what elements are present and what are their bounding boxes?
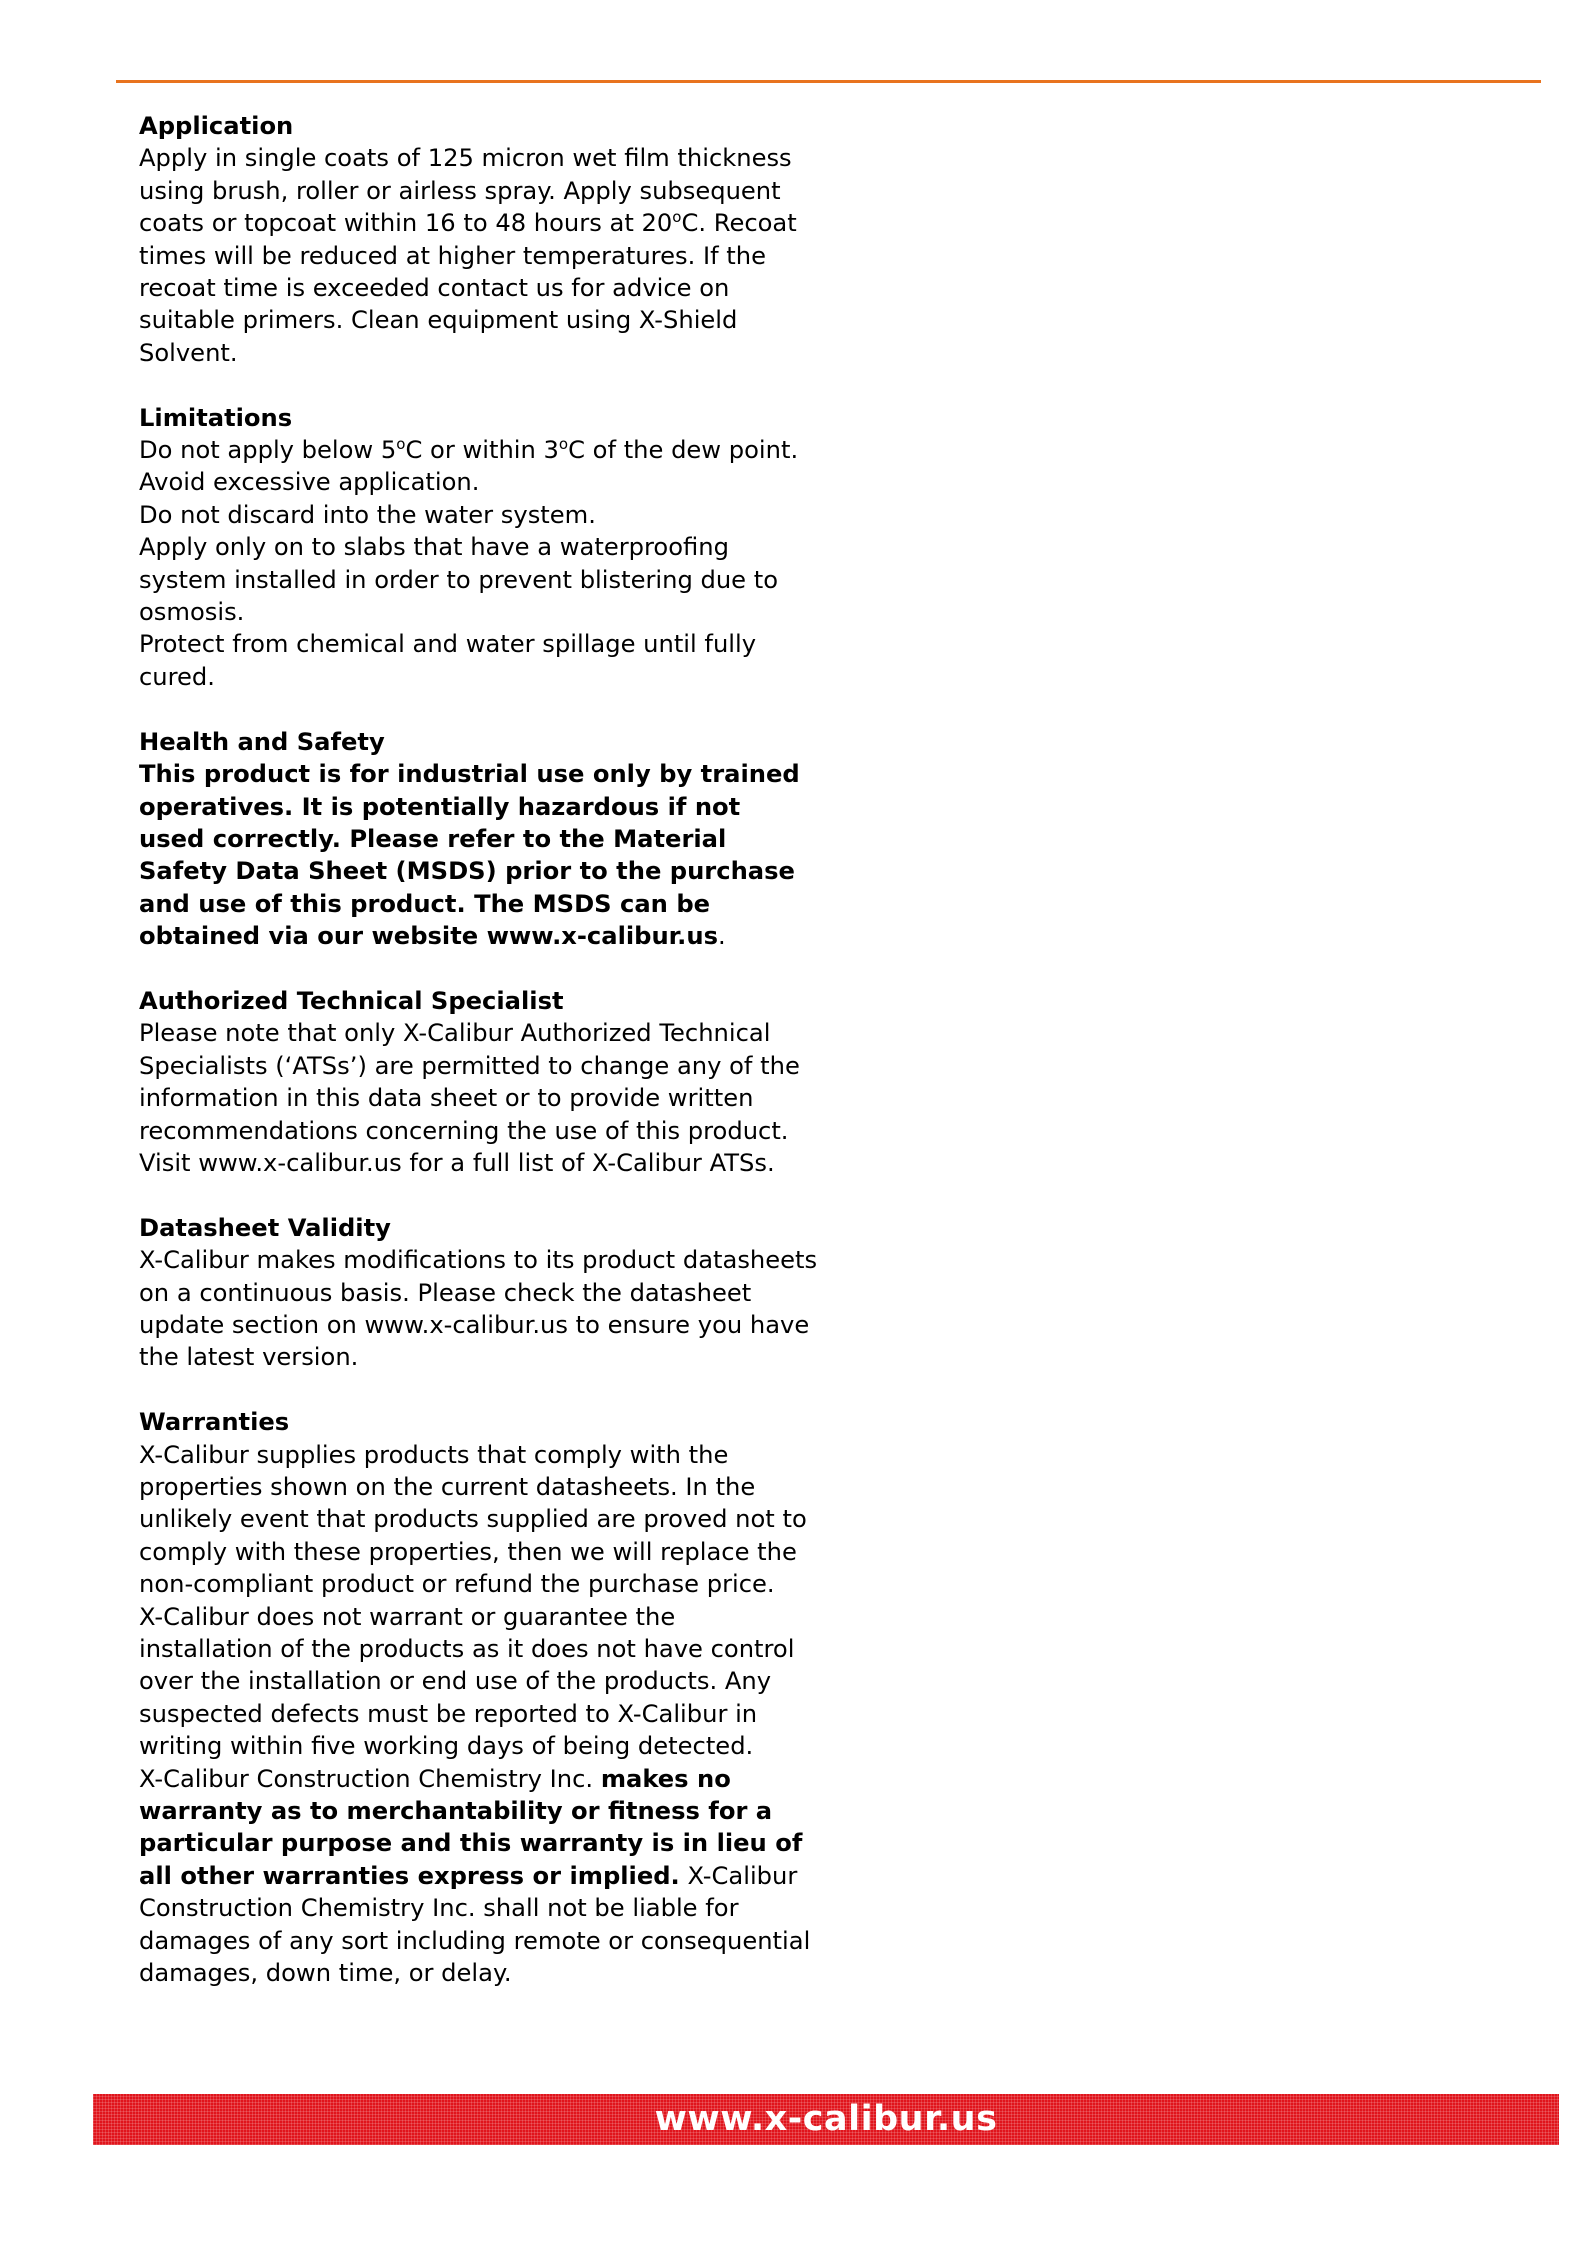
text-line: X-Calibur does not warrant or guarantee the bbox=[139, 1602, 676, 1631]
text-run: C or within 3 bbox=[405, 436, 559, 465]
text-line: Please note that only X-Calibur Authorized Technical bbox=[139, 1019, 771, 1048]
text-line: Construction Chemistry Inc. shall not be liable for bbox=[139, 1894, 739, 1923]
text-line: recommendations concerning the use of this product. bbox=[139, 1116, 789, 1145]
text-line: Specialists (‘ATSs’) are permitted to change any of the bbox=[139, 1051, 800, 1080]
section-heading: Datasheet Validity bbox=[139, 1213, 391, 1242]
section-health-safety bbox=[139, 726, 819, 953]
text-line bbox=[139, 434, 819, 466]
degree-superscript: o bbox=[672, 208, 682, 227]
text-run: . bbox=[717, 922, 726, 951]
warning-line: and use of this product. The MSDS can be bbox=[139, 889, 711, 918]
section-heading: Authorized Technical Specialist bbox=[139, 986, 564, 1015]
section-heading: Limitations bbox=[139, 403, 293, 432]
text-run: Do not apply below 5 bbox=[139, 436, 397, 465]
text-line: X-Calibur makes modifications to its product datasheets bbox=[139, 1246, 818, 1275]
section-heading: Health and Safety bbox=[139, 727, 385, 756]
text-line: warranty as to merchantability or fitness for a bbox=[139, 1797, 773, 1826]
header-rule bbox=[116, 80, 1541, 83]
bold-text-run: all other warranties express or implied. bbox=[139, 1861, 680, 1890]
text-run: coats or topcoat within 16 to 48 hours at 20 bbox=[139, 209, 673, 238]
text-line: the latest version. bbox=[139, 1343, 359, 1372]
text-line: comply with these properties, then we will replace the bbox=[139, 1537, 797, 1566]
text-line: Solvent. bbox=[139, 338, 238, 367]
degree-superscript: o bbox=[396, 435, 406, 454]
text-line: damages of any sort including remote or consequential bbox=[139, 1926, 811, 1955]
text-line: Avoid excessive application. bbox=[139, 468, 480, 497]
warning-line: Safety Data Sheet (MSDS) prior to the purchase bbox=[139, 857, 795, 886]
warning-line: operatives. It is potentially hazardous if not bbox=[139, 792, 741, 821]
text-run: C. Recoat bbox=[681, 209, 797, 238]
section-limitations bbox=[139, 402, 819, 694]
text-line: system installed in order to prevent blistering due to bbox=[139, 565, 779, 594]
text-line bbox=[139, 207, 819, 239]
text-line: times will be reduced at higher temperatures. If the bbox=[139, 241, 766, 270]
text-line: update section on www.x-calibur.us to ensure you have bbox=[139, 1310, 810, 1339]
text-line: writing within five working days of being detected. bbox=[139, 1732, 754, 1761]
text-run: X-Calibur Construction Chemistry Inc. bbox=[139, 1764, 601, 1793]
section-heading: Warranties bbox=[139, 1408, 290, 1437]
text-line: particular purpose and this warranty is in lieu of bbox=[139, 1829, 803, 1858]
text-line: installation of the products as it does not have control bbox=[139, 1635, 795, 1664]
text-line: Visit www.x-calibur.us for a full list of X-Calibur ATSs. bbox=[139, 1148, 775, 1177]
text-line: unlikely event that products supplied are proved not to bbox=[139, 1505, 807, 1534]
text-run: X-Calibur bbox=[679, 1861, 798, 1890]
footer-website-link[interactable]: www.x-calibur.us bbox=[654, 2099, 998, 2139]
section-datasheet-validity bbox=[139, 1212, 819, 1374]
text-line: properties shown on the current datasheets. In the bbox=[139, 1472, 756, 1501]
text-line: Protect from chemical and water spillage until fully bbox=[139, 630, 757, 659]
bold-text-run: makes no bbox=[600, 1764, 731, 1793]
section-authorized-technical-specialist bbox=[139, 985, 819, 1179]
text-line: X-Calibur supplies products that comply with the bbox=[139, 1440, 729, 1469]
section-warranties bbox=[139, 1406, 819, 1989]
text-line: over the installation or end use of the products. Any bbox=[139, 1667, 772, 1696]
text-line: cured. bbox=[139, 662, 215, 691]
msds-website-text: obtained via our website www.x-calibur.us bbox=[139, 922, 718, 951]
text-line bbox=[139, 1763, 819, 1795]
text-line bbox=[139, 1860, 819, 1892]
text-run: C of the dew point. bbox=[568, 436, 799, 465]
body-content bbox=[139, 110, 819, 2022]
text-line: recoat time is exceeded contact us for advice on bbox=[139, 274, 730, 303]
footer-bar bbox=[93, 2094, 1559, 2145]
text-line: information in this data sheet or to provide written bbox=[139, 1084, 754, 1113]
warning-line: used correctly. Please refer to the Material bbox=[139, 824, 727, 853]
text-line: damages, down time, or delay. bbox=[139, 1959, 512, 1988]
section-heading: Application bbox=[139, 112, 294, 140]
text-line: using brush, roller or airless spray. Apply subsequent bbox=[139, 176, 781, 205]
text-line: suitable primers. Clean equipment using X-Shield bbox=[139, 306, 738, 335]
warning-line: This product is for industrial use only by trained bbox=[139, 760, 800, 789]
text-line: Do not discard into the water system. bbox=[139, 500, 596, 529]
section-application bbox=[139, 110, 819, 369]
text-line: osmosis. bbox=[139, 598, 245, 627]
text-line: on a continuous basis. Please check the datasheet bbox=[139, 1278, 752, 1307]
degree-superscript: o bbox=[558, 435, 569, 454]
warning-line bbox=[139, 920, 819, 952]
text-line: suspected defects must be reported to X-Calibur in bbox=[139, 1699, 758, 1728]
text-line: Apply only on to slabs that have a waterproofing bbox=[139, 533, 729, 562]
text-line: non-compliant product or refund the purchase price. bbox=[139, 1570, 775, 1599]
text-line: Apply in single coats of 125 micron wet film thickness bbox=[139, 144, 792, 173]
